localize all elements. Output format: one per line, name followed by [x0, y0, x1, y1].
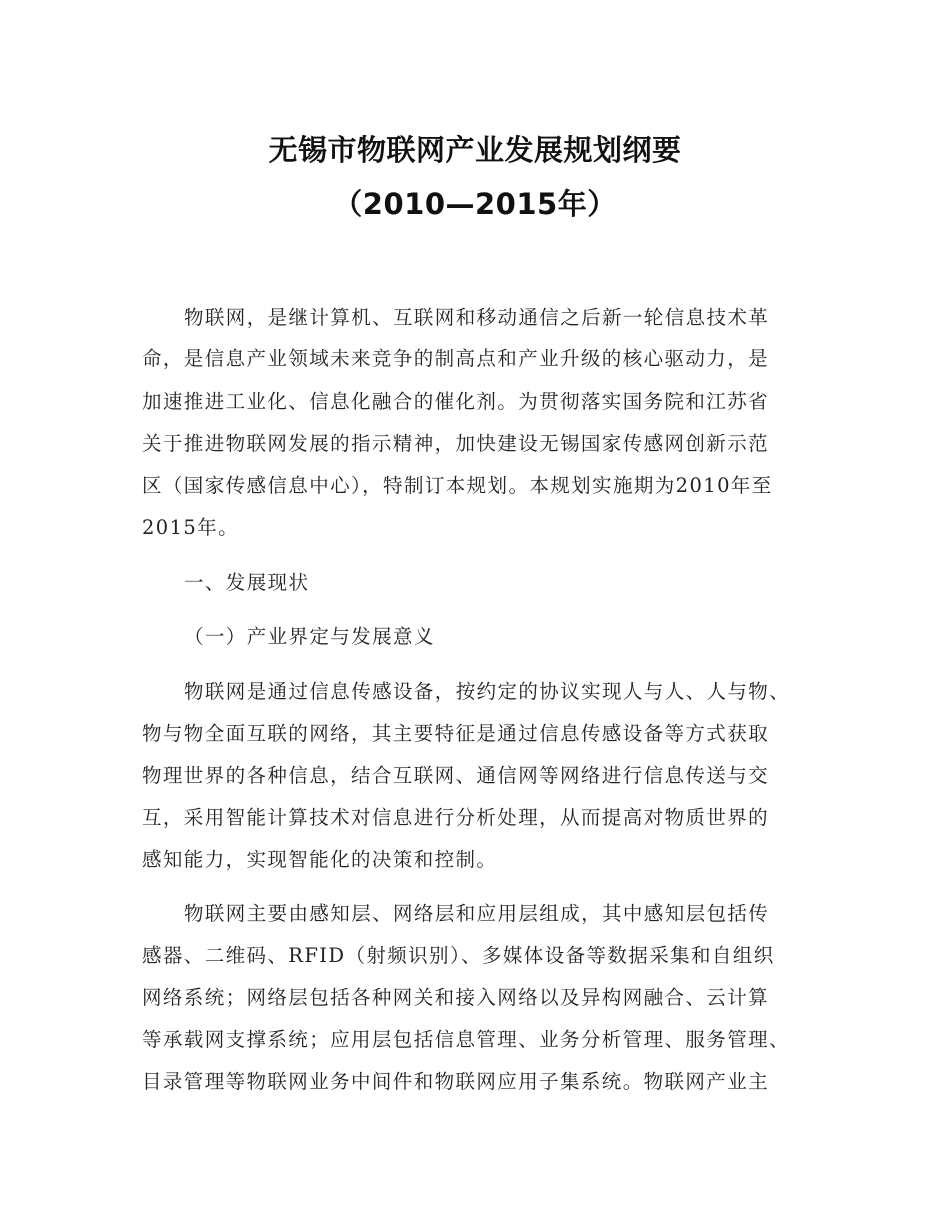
text-line: 加速推进工业化、信息化融合的催化剂。为贯彻落实国务院和江苏省 [142, 390, 770, 413]
text-line: 命，是信息产业领域未来竞争的制高点和产业升级的核心驱动力，是 [142, 347, 770, 370]
heading-text: 一、发展现状 [184, 571, 310, 594]
text-line: 区（国家传感信息中心），特制订本规划。本规划实施期为2010年至 [142, 474, 773, 497]
text-line: 关于推进物联网发展的指示精神，加快建设无锡国家传感网创新示范 [142, 432, 770, 455]
text-line: 网络系统；网络层包括各种网关和接入网络以及异构网融合、云计算 [142, 986, 770, 1009]
text-line: 物与物全面互联的网络，其主要特征是通过信息传感设备等方式获取 [142, 722, 770, 745]
text-line: 等承载网支撑系统；应用层包括信息管理、业务分析管理、服务管理、 [142, 1028, 790, 1051]
text-line: 感器、二维码、RFID（射频识别）、多媒体设备等数据采集和自组织 [142, 944, 775, 967]
text-line: 2015年。 [142, 516, 240, 539]
text-line: 互，采用智能计算技术对信息进行分析处理，从而提高对物质世界的 [142, 806, 770, 829]
text-line: 物联网是通过信息传感设备，按约定的协议实现人与人、人与物、 [184, 680, 791, 703]
text-line: 物理世界的各种信息，结合互联网、通信网等网络进行信息传送与交 [142, 764, 770, 787]
heading-text: （一）产业界定与发展意义 [184, 625, 435, 648]
text-line: 物联网主要由感知层、网络层和应用层组成，其中感知层包括传 [184, 902, 770, 925]
text-line: 感知能力，实现智能化的决策和控制。 [142, 848, 498, 871]
document-subtitle: （2010—2015年） [333, 187, 617, 221]
text-line: 目录管理等物联网业务中间件和物联网应用子集系统。物联网产业主 [142, 1070, 770, 1093]
document-title: 无锡市物联网产业发展规划纲要 [268, 133, 682, 167]
text-line: 物联网，是继计算机、互联网和移动通信之后新一轮信息技术革 [184, 306, 770, 329]
